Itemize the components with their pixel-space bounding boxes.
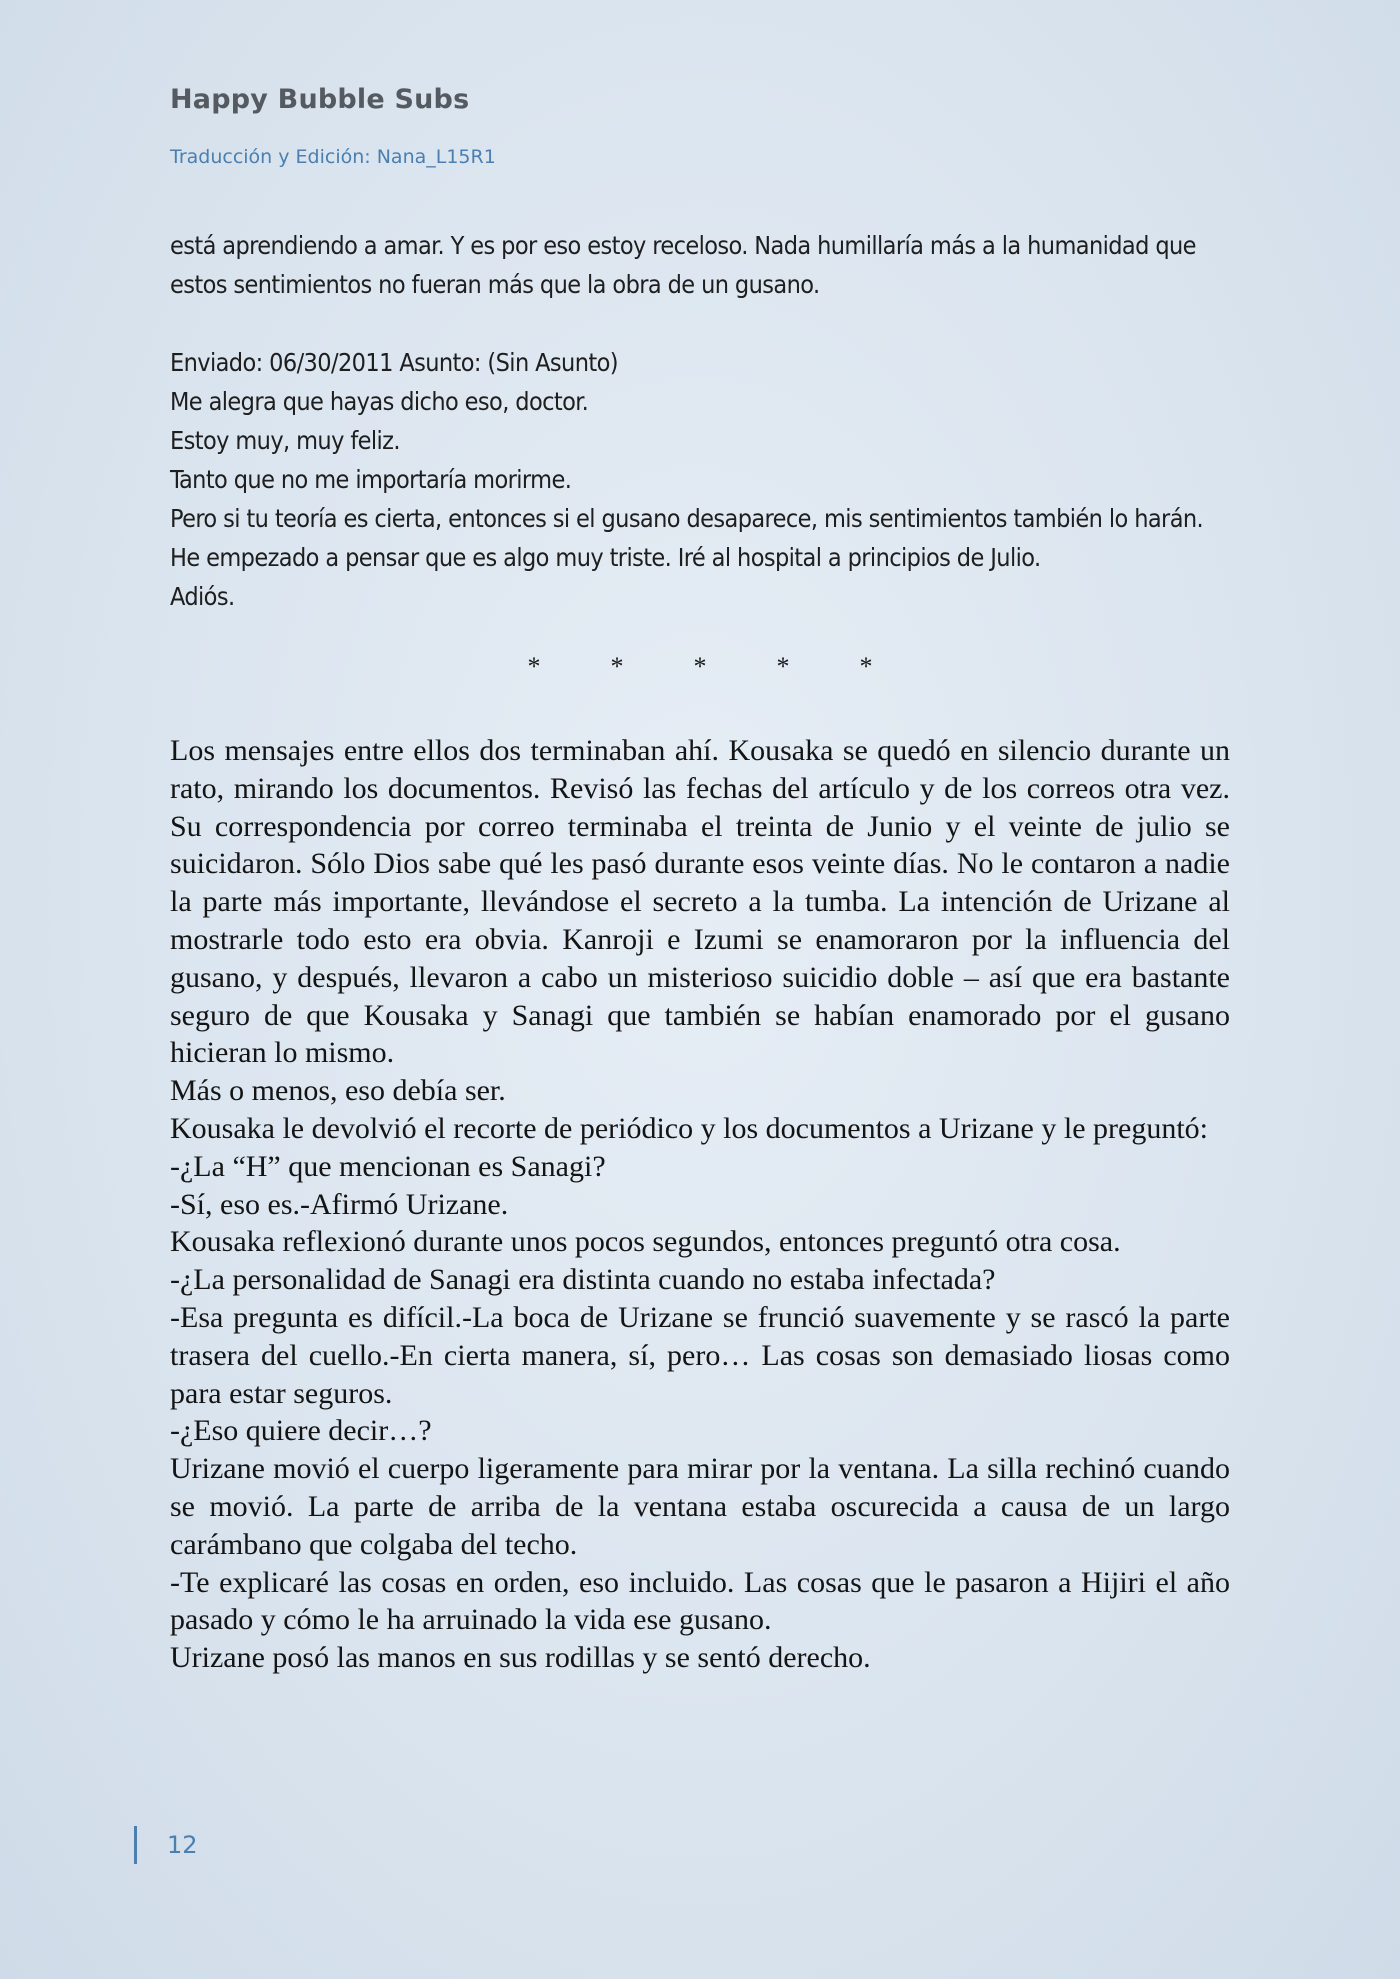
email-intro-paragraph: está aprendiendo a amar. Y es por eso estoy receloso. Nada humillaría más a la humanidad que estos sentimientos no fueran más que la obra de un gusano.	[170, 231, 1196, 299]
dialogue-line: -Te explicaré las cosas en orden, eso incluido. Las cosas que le pasaron a Hijiri el año pasado y cómo le ha arruinado la vida ese gusano.	[170, 1565, 1230, 1637]
email-line: Me alegra que hayas dicho eso, doctor.	[170, 387, 589, 416]
dialogue-line: -Sí, eso es.-Afirmó Urizane.	[170, 1187, 509, 1221]
scene-separator	[0, 652, 1400, 682]
footer-accent-bar	[134, 1826, 137, 1864]
dialogue-line: -Esa pregunta es difícil.-La boca de Urizane se frunció suavemente y se rascó la parte trasera del cuello.-En cierta manera, sí, pero… Las cosas son demasiado liosas como para estar seguros.	[170, 1300, 1230, 1410]
body-paragraph: Urizane posó las manos en sus rodillas y se sentó derecho.	[170, 1641, 871, 1675]
separator-asterisk: *	[527, 652, 541, 681]
page-number: 12	[167, 1831, 198, 1859]
header-title: Happy Bubble Subs	[170, 84, 470, 115]
body-paragraph: Más o menos, eso debía ser.	[170, 1074, 506, 1108]
separator-asterisk: *	[693, 652, 707, 681]
page-footer	[134, 1826, 198, 1864]
separator-asterisk: *	[859, 652, 873, 681]
body-paragraph: Kousaka le devolvió el recorte de periódico y los documentos a Urizane y le preguntó:	[170, 1111, 1208, 1145]
dialogue-line: -¿La “H” que mencionan es Sanagi?	[170, 1149, 606, 1183]
dialogue-line: -¿La personalidad de Sanagi era distinta cuando no estaba infectada?	[170, 1263, 996, 1297]
body-text	[170, 732, 1230, 1677]
email-header-line: Enviado: 06/30/2011 Asunto: (Sin Asunto)	[170, 348, 618, 377]
body-paragraph: Los mensajes entre ellos dos terminaban ahí. Kousaka se quedó en silencio durante un rato, mirando los documentos. Revisó las fechas del artículo y de los correos otra vez. Su correspondencia por correo terminaba el treinta de Junio y el veinte de julio se suicidaron. Sólo Dios sabe qué les pasó durante esos veinte días. No le contaron a nadie la parte más importante, llevándose el secreto a la tumba. La intención de Urizane al mostrarle todo esto era obvia. Kanroji e Izumi se enamoraron por la influencia del gusano, y después, llevaron a cabo un misterioso suicidio doble – así que era bastante seguro de que Kousaka y Sanagi que también se habían enamorado por el gusano hicieran lo mismo.	[170, 734, 1230, 1070]
separator-asterisk: *	[610, 652, 624, 681]
header-subtitle: Traducción y Edición: Nana_L15R1	[170, 146, 496, 168]
email-block	[170, 226, 1230, 616]
email-line: He empezado a pensar que es algo muy triste. Iré al hospital a principios de Julio.	[170, 543, 1041, 572]
dialogue-line: -¿Eso quiere decir…?	[170, 1414, 432, 1448]
email-line: Estoy muy, muy feliz.	[170, 426, 400, 455]
body-paragraph: Kousaka reflexionó durante unos pocos segundos, entonces preguntó otra cosa.	[170, 1225, 1121, 1259]
email-line: Tanto que no me importaría morirme.	[170, 465, 572, 494]
email-line: Pero si tu teoría es cierta, entonces si el gusano desaparece, mis sentimientos también lo harán.	[170, 504, 1204, 533]
separator-asterisk: *	[776, 652, 790, 681]
email-line: Adiós.	[170, 582, 235, 611]
body-paragraph: Urizane movió el cuerpo ligeramente para mirar por la ventana. La silla rechinó cuando se movió. La parte de arriba de la ventana estaba oscurecida a causa de un largo carámbano que colgaba del techo.	[170, 1452, 1230, 1561]
